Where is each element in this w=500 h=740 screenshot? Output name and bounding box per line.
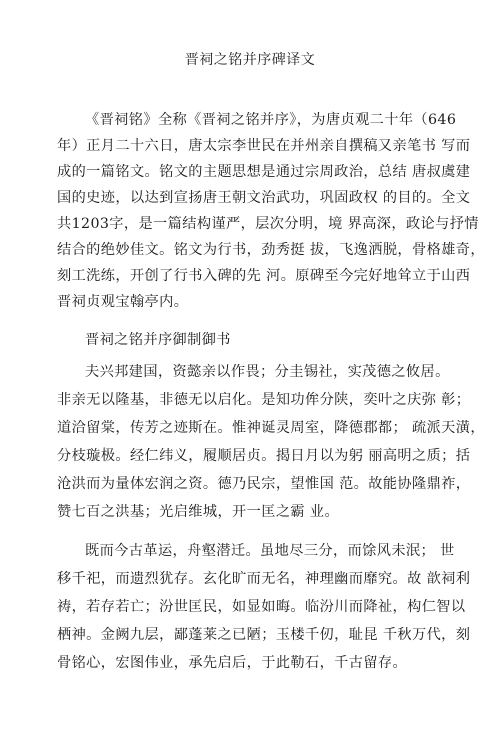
paragraph-1-line: 晋祠贞观宝翰亭内。 [57,294,189,310]
paragraph-2-line: 赞七百之洪基；光启维城，开一匡之霸 业。 [57,504,340,520]
paragraph-1-line: 《晋祠铭》全称《晋祠之铭并序》，为唐贞观二十年（646 [85,112,457,128]
paragraph-1-line: 共1203字，是一篇结构谨严，层次分明，境 界高深，政论与抒情 [57,216,479,232]
paragraph-1-line: 国的史迹，以达到宣扬唐王朝文治武功，巩固政权 的目的。全文 [57,190,471,206]
paragraph-1-line: 结合的绝妙佳文。铭文为行书，劲秀挺 拔，飞逸洒脱，骨格雄奇， [57,242,485,258]
paragraph-3-line: 骨铭心，宏图伟业，承先启后，于此勒石，千古留存。 [57,655,408,671]
paragraph-3-line: 栖神。金阙九层，鄙蓬莱之已陋；玉楼千仞，耻昆 千秋万代，刻 [57,627,471,643]
paragraph-2-line: 非亲无以隆基，非德无以启化。是知功侔分陕，奕叶之庆弥 彰； [57,392,471,408]
paragraph-3-line: 移千祀，而遗烈犹存。玄化旷而无名，神理幽而靡究。故 歆祠利 [57,571,471,587]
paragraph-3-line: 祷，若存若亡；汾世匡民，如显如晦。临汾川而降祉，构仁智以 [57,599,466,615]
paragraph-1-line: 年）正月二十六日，唐太宗李世民在并州亲自撰稿又亲笔书 写而 [57,138,471,154]
paragraph-1-line: 刻工洗练，开创了行书入碑的先 河。原碑至今完好地耸立于山西 [57,268,471,284]
paragraph-2-line: 沧洪而为量体宏润之资。德乃民宗，望惟国 范。故能协隆鼎祚， [57,476,471,492]
paragraph-2-line: 道洽留棠，传芳之迹斯在。惟神诞灵周室，降德郡都； 疏派天潢， [57,420,485,436]
paragraph-1-line: 成的一篇铭文。铭文的主题思想是通过宗周政治，总结 唐叔虞建 [57,164,471,180]
document-title: 晋祠之铭并序碑译文 [184,52,316,68]
section-subheading: 晋祠之铭并序御制御书 [85,332,231,348]
paragraph-2-line: 夫兴邦建国，资懿亲以作畏；分圭锡社，实茂德之攸居。 [85,364,450,380]
paragraph-3-line: 既而今古革运，舟壑潜迁。虽地尽三分，而馀风未泯； 世 [85,543,455,559]
paragraph-2-line: 分枝璇极。经仁纬义，履顺居贞。揭日月以为躬 丽高明之质；括 [57,448,471,464]
